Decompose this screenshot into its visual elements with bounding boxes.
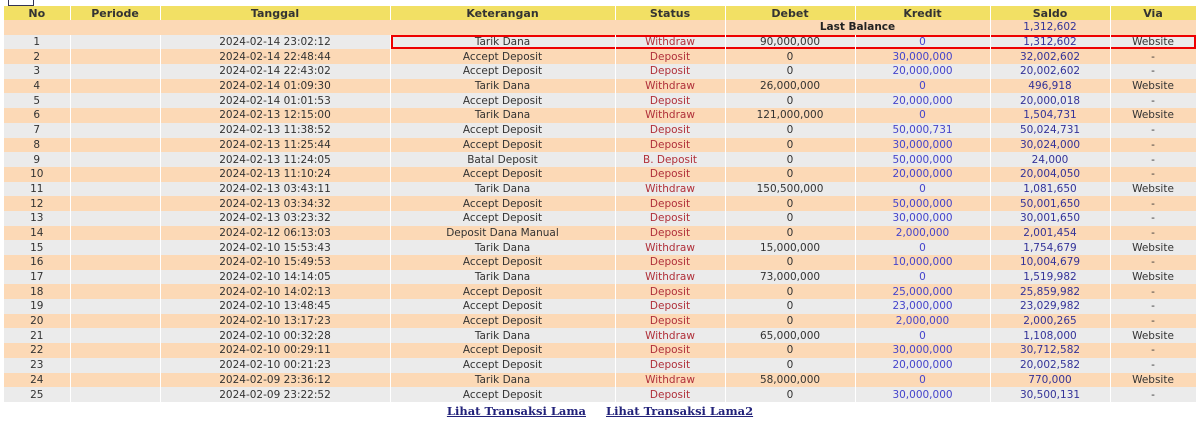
cell-saldo: 30,001,650 <box>990 211 1110 226</box>
table-row <box>4 79 1196 94</box>
cell-kredit: 30,000,000 <box>855 387 990 402</box>
table-row <box>4 64 1196 79</box>
cell-no: 9 <box>4 152 70 167</box>
cell-saldo: 20,002,582 <box>990 358 1110 373</box>
cell-periode <box>70 328 160 343</box>
cell-saldo: 32,002,602 <box>990 49 1110 64</box>
cell-via: - <box>1110 211 1196 226</box>
table-row <box>4 182 1196 197</box>
cell-via: Website <box>1110 108 1196 123</box>
cell-kredit: 20,000,000 <box>855 167 990 182</box>
last-balance-label: Last Balance <box>725 20 990 35</box>
cell-no: 10 <box>4 167 70 182</box>
cell-tanggal: 2024-02-13 03:43:11 <box>160 182 390 197</box>
cell-no: 8 <box>4 138 70 153</box>
cell-kredit: 30,000,000 <box>855 343 990 358</box>
cell-tanggal: 2024-02-13 03:23:32 <box>160 211 390 226</box>
cell-saldo: 50,001,650 <box>990 196 1110 211</box>
cell-status: Withdraw <box>615 79 725 94</box>
cell-status: Withdraw <box>615 35 725 50</box>
cell-kredit: 0 <box>855 328 990 343</box>
cell-periode <box>70 123 160 138</box>
cell-saldo: 24,000 <box>990 152 1110 167</box>
cell-no: 5 <box>4 93 70 108</box>
table-row <box>4 373 1196 388</box>
table-row <box>4 358 1196 373</box>
table-row <box>4 49 1196 64</box>
cell-kredit: 0 <box>855 373 990 388</box>
cell-via: Website <box>1110 270 1196 285</box>
cell-keterangan: Tarik Dana <box>390 240 615 255</box>
cell-debet: 90,000,000 <box>725 35 855 50</box>
cell-via: - <box>1110 299 1196 314</box>
cell-status: Deposit <box>615 49 725 64</box>
cell-status: Withdraw <box>615 240 725 255</box>
cell-debet: 15,000,000 <box>725 240 855 255</box>
cell-status: B. Deposit <box>615 152 725 167</box>
cell-periode <box>70 358 160 373</box>
cell-periode <box>70 152 160 167</box>
table-row <box>4 167 1196 182</box>
cell-periode <box>70 93 160 108</box>
col-debet: Debet <box>725 6 855 20</box>
cell-kredit: 0 <box>855 35 990 50</box>
cell-debet: 26,000,000 <box>725 79 855 94</box>
table-row <box>4 387 1196 402</box>
cell-kredit: 2,000,000 <box>855 314 990 329</box>
cell-periode <box>70 284 160 299</box>
cell-keterangan: Batal Deposit <box>390 152 615 167</box>
cell-debet: 0 <box>725 138 855 153</box>
cell-kredit: 30,000,000 <box>855 211 990 226</box>
cell-saldo: 496,918 <box>990 79 1110 94</box>
cell-periode <box>70 240 160 255</box>
cell-status: Withdraw <box>615 108 725 123</box>
old-transactions-link[interactable]: Lihat Transaksi Lama <box>446 404 586 418</box>
cell-tanggal: 2024-02-14 01:09:30 <box>160 79 390 94</box>
table-row <box>4 314 1196 329</box>
cell-no: 18 <box>4 284 70 299</box>
cell-kredit: 2,000,000 <box>855 226 990 241</box>
col-kredit: Kredit <box>855 6 990 20</box>
cell-no: 24 <box>4 373 70 388</box>
cell-periode <box>70 167 160 182</box>
cell-no: 16 <box>4 255 70 270</box>
col-no: No <box>4 6 70 20</box>
cell-tanggal: 2024-02-13 03:34:32 <box>160 196 390 211</box>
cell-no: 4 <box>4 79 70 94</box>
cell-status: Withdraw <box>615 373 725 388</box>
cell-kredit: 50,000,731 <box>855 123 990 138</box>
cell-saldo: 2,001,454 <box>990 226 1110 241</box>
cell-no: 17 <box>4 270 70 285</box>
cell-debet: 0 <box>725 255 855 270</box>
cell-saldo: 1,108,000 <box>990 328 1110 343</box>
cell-via: - <box>1110 167 1196 182</box>
cell-no: 19 <box>4 299 70 314</box>
cell-keterangan: Accept Deposit <box>390 314 615 329</box>
cell-no: 20 <box>4 314 70 329</box>
cell-saldo: 2,000,265 <box>990 314 1110 329</box>
cell-kredit: 50,000,000 <box>855 196 990 211</box>
table-row <box>4 226 1196 241</box>
cell-tanggal: 2024-02-10 15:53:43 <box>160 240 390 255</box>
cell-debet: 0 <box>725 314 855 329</box>
table-row <box>4 108 1196 123</box>
cell-debet: 0 <box>725 152 855 167</box>
cell-via: - <box>1110 138 1196 153</box>
cell-via: Website <box>1110 182 1196 197</box>
cell-saldo: 20,002,602 <box>990 64 1110 79</box>
cell-status: Deposit <box>615 226 725 241</box>
table-row <box>4 123 1196 138</box>
cell-no: 6 <box>4 108 70 123</box>
table-row <box>4 284 1196 299</box>
cell-keterangan: Deposit Dana Manual <box>390 226 615 241</box>
cell-debet: 0 <box>725 49 855 64</box>
cell-keterangan: Tarik Dana <box>390 182 615 197</box>
cell-status: Withdraw <box>615 270 725 285</box>
cell-status: Deposit <box>615 343 725 358</box>
table-row <box>4 196 1196 211</box>
cell-tanggal: 2024-02-10 00:21:23 <box>160 358 390 373</box>
cell-kredit: 0 <box>855 240 990 255</box>
cell-saldo: 23,029,982 <box>990 299 1110 314</box>
cell-keterangan: Accept Deposit <box>390 299 615 314</box>
cell-status: Deposit <box>615 387 725 402</box>
cell-keterangan: Accept Deposit <box>390 138 615 153</box>
cell-status: Deposit <box>615 255 725 270</box>
cell-debet: 0 <box>725 123 855 138</box>
cell-kredit: 30,000,000 <box>855 49 990 64</box>
cell-debet: 121,000,000 <box>725 108 855 123</box>
cell-kredit: 20,000,000 <box>855 358 990 373</box>
cell-debet: 0 <box>725 64 855 79</box>
cell-periode <box>70 255 160 270</box>
old-transactions-2-link[interactable]: Lihat Transaksi Lama2 <box>606 404 754 418</box>
cell-saldo: 770,000 <box>990 373 1110 388</box>
cell-kredit: 0 <box>855 270 990 285</box>
table-row <box>4 240 1196 255</box>
cell-no: 14 <box>4 226 70 241</box>
cell-tanggal: 2024-02-09 23:22:52 <box>160 387 390 402</box>
table-row <box>4 152 1196 167</box>
last-balance-value: 1,312,602 <box>990 20 1110 35</box>
cell-keterangan: Accept Deposit <box>390 93 615 108</box>
col-tanggal: Tanggal <box>160 6 390 20</box>
cell-tanggal: 2024-02-14 01:01:53 <box>160 93 390 108</box>
cell-via: - <box>1110 255 1196 270</box>
cell-saldo: 10,004,679 <box>990 255 1110 270</box>
table-row <box>4 328 1196 343</box>
cell-tanggal: 2024-02-13 11:24:05 <box>160 152 390 167</box>
cell-tanggal: 2024-02-14 23:02:12 <box>160 35 390 50</box>
cell-debet: 0 <box>725 167 855 182</box>
cell-via: Website <box>1110 35 1196 50</box>
cell-keterangan: Accept Deposit <box>390 387 615 402</box>
cell-via: - <box>1110 64 1196 79</box>
cell-tanggal: 2024-02-13 11:10:24 <box>160 167 390 182</box>
cell-saldo: 20,000,018 <box>990 93 1110 108</box>
cell-periode <box>70 343 160 358</box>
cell-no: 21 <box>4 328 70 343</box>
cell-status: Deposit <box>615 314 725 329</box>
cell-kredit: 0 <box>855 79 990 94</box>
cell-periode <box>70 138 160 153</box>
cell-no: 1 <box>4 35 70 50</box>
cell-debet: 0 <box>725 211 855 226</box>
cell-tanggal: 2024-02-14 22:43:02 <box>160 64 390 79</box>
cell-no: 13 <box>4 211 70 226</box>
cell-tanggal: 2024-02-10 00:32:28 <box>160 328 390 343</box>
cell-kredit: 20,000,000 <box>855 64 990 79</box>
header-row <box>4 6 1196 20</box>
cell-periode <box>70 64 160 79</box>
cell-debet: 73,000,000 <box>725 270 855 285</box>
table-row <box>4 255 1196 270</box>
cell-tanggal: 2024-02-09 23:36:12 <box>160 373 390 388</box>
cell-status: Deposit <box>615 196 725 211</box>
cell-periode <box>70 387 160 402</box>
cell-keterangan: Tarik Dana <box>390 328 615 343</box>
cell-saldo: 20,004,050 <box>990 167 1110 182</box>
cell-kredit: 50,000,000 <box>855 152 990 167</box>
cell-periode <box>70 196 160 211</box>
table-row <box>4 343 1196 358</box>
cell-saldo: 1,504,731 <box>990 108 1110 123</box>
table-row <box>4 270 1196 285</box>
cell-periode <box>70 79 160 94</box>
cell-keterangan: Accept Deposit <box>390 211 615 226</box>
cell-kredit: 25,000,000 <box>855 284 990 299</box>
cell-periode <box>70 226 160 241</box>
table-row <box>4 299 1196 314</box>
cell-periode <box>70 108 160 123</box>
cell-tanggal: 2024-02-10 14:14:05 <box>160 270 390 285</box>
cell-via: - <box>1110 284 1196 299</box>
cell-tanggal: 2024-02-10 00:29:11 <box>160 343 390 358</box>
table-row <box>4 211 1196 226</box>
cell-saldo: 1,754,679 <box>990 240 1110 255</box>
cell-via: - <box>1110 226 1196 241</box>
cell-status: Deposit <box>615 211 725 226</box>
cell-saldo: 30,500,131 <box>990 387 1110 402</box>
cell-keterangan: Tarik Dana <box>390 270 615 285</box>
footer-links <box>0 404 1200 418</box>
cell-periode <box>70 270 160 285</box>
cell-debet: 58,000,000 <box>725 373 855 388</box>
cell-via: Website <box>1110 328 1196 343</box>
cell-periode <box>70 299 160 314</box>
cell-tanggal: 2024-02-10 14:02:13 <box>160 284 390 299</box>
cell-kredit: 0 <box>855 108 990 123</box>
cell-saldo: 50,024,731 <box>990 123 1110 138</box>
cell-status: Deposit <box>615 358 725 373</box>
cell-status: Withdraw <box>615 182 725 197</box>
cell-status: Deposit <box>615 284 725 299</box>
cell-tanggal: 2024-02-13 11:25:44 <box>160 138 390 153</box>
cell-status: Withdraw <box>615 328 725 343</box>
col-saldo: Saldo <box>990 6 1110 20</box>
cell-keterangan: Accept Deposit <box>390 255 615 270</box>
cell-via: - <box>1110 196 1196 211</box>
cell-via: - <box>1110 343 1196 358</box>
cell-tanggal: 2024-02-12 06:13:03 <box>160 226 390 241</box>
cell-status: Deposit <box>615 93 725 108</box>
cell-debet: 0 <box>725 343 855 358</box>
cell-keterangan: Tarik Dana <box>390 373 615 388</box>
cell-periode <box>70 211 160 226</box>
cell-keterangan: Accept Deposit <box>390 196 615 211</box>
cell-debet: 0 <box>725 196 855 211</box>
cell-tanggal: 2024-02-14 22:48:44 <box>160 49 390 64</box>
cell-status: Deposit <box>615 138 725 153</box>
cell-debet: 0 <box>725 93 855 108</box>
cell-saldo: 1,519,982 <box>990 270 1110 285</box>
cell-via: - <box>1110 152 1196 167</box>
cell-via: - <box>1110 93 1196 108</box>
cell-debet: 0 <box>725 387 855 402</box>
cell-no: 11 <box>4 182 70 197</box>
table-row <box>4 93 1196 108</box>
cell-keterangan: Accept Deposit <box>390 284 615 299</box>
cell-no: 22 <box>4 343 70 358</box>
cell-no: 25 <box>4 387 70 402</box>
cell-status: Deposit <box>615 299 725 314</box>
cell-periode <box>70 182 160 197</box>
cell-saldo: 1,081,650 <box>990 182 1110 197</box>
cell-kredit: 20,000,000 <box>855 93 990 108</box>
cell-tanggal: 2024-02-10 13:48:45 <box>160 299 390 314</box>
cell-kredit: 30,000,000 <box>855 138 990 153</box>
cell-periode <box>70 49 160 64</box>
cell-periode <box>70 35 160 50</box>
cell-no: 3 <box>4 64 70 79</box>
cell-status: Deposit <box>615 167 725 182</box>
cell-tanggal: 2024-02-10 13:17:23 <box>160 314 390 329</box>
table-row <box>4 35 1196 50</box>
cell-periode <box>70 314 160 329</box>
cell-kredit: 10,000,000 <box>855 255 990 270</box>
cell-keterangan: Accept Deposit <box>390 123 615 138</box>
cell-via: - <box>1110 123 1196 138</box>
cell-keterangan: Accept Deposit <box>390 64 615 79</box>
cell-keterangan: Tarik Dana <box>390 35 615 50</box>
cell-via: Website <box>1110 373 1196 388</box>
col-periode: Periode <box>70 6 160 20</box>
cell-no: 15 <box>4 240 70 255</box>
cell-via: Website <box>1110 79 1196 94</box>
cell-no: 23 <box>4 358 70 373</box>
table-row <box>4 138 1196 153</box>
cell-periode <box>70 373 160 388</box>
cell-keterangan: Tarik Dana <box>390 79 615 94</box>
cell-debet: 0 <box>725 284 855 299</box>
cell-saldo: 1,312,602 <box>990 35 1110 50</box>
cell-via: Website <box>1110 240 1196 255</box>
cell-kredit: 23,000,000 <box>855 299 990 314</box>
cell-debet: 150,500,000 <box>725 182 855 197</box>
cell-keterangan: Accept Deposit <box>390 49 615 64</box>
cell-no: 2 <box>4 49 70 64</box>
cell-status: Deposit <box>615 123 725 138</box>
cell-tanggal: 2024-02-10 15:49:53 <box>160 255 390 270</box>
last-balance-row <box>4 20 1196 35</box>
cell-keterangan: Accept Deposit <box>390 167 615 182</box>
col-keterangan: Keterangan <box>390 6 615 20</box>
cell-kredit: 0 <box>855 182 990 197</box>
cell-saldo: 25,859,982 <box>990 284 1110 299</box>
col-status: Status <box>615 6 725 20</box>
cell-via: - <box>1110 358 1196 373</box>
cell-tanggal: 2024-02-13 12:15:00 <box>160 108 390 123</box>
cell-tanggal: 2024-02-13 11:38:52 <box>160 123 390 138</box>
cell-saldo: 30,024,000 <box>990 138 1110 153</box>
cell-via: - <box>1110 387 1196 402</box>
cell-status: Deposit <box>615 64 725 79</box>
col-via: Via <box>1110 6 1196 20</box>
cell-no: 7 <box>4 123 70 138</box>
cell-debet: 0 <box>725 299 855 314</box>
cell-keterangan: Accept Deposit <box>390 358 615 373</box>
cell-debet: 65,000,000 <box>725 328 855 343</box>
cell-via: - <box>1110 49 1196 64</box>
cell-debet: 0 <box>725 358 855 373</box>
cell-via: - <box>1110 314 1196 329</box>
cell-keterangan: Tarik Dana <box>390 108 615 123</box>
cell-saldo: 30,712,582 <box>990 343 1110 358</box>
cell-no: 12 <box>4 196 70 211</box>
cell-keterangan: Accept Deposit <box>390 343 615 358</box>
cell-debet: 0 <box>725 226 855 241</box>
transaction-table <box>4 6 1197 402</box>
